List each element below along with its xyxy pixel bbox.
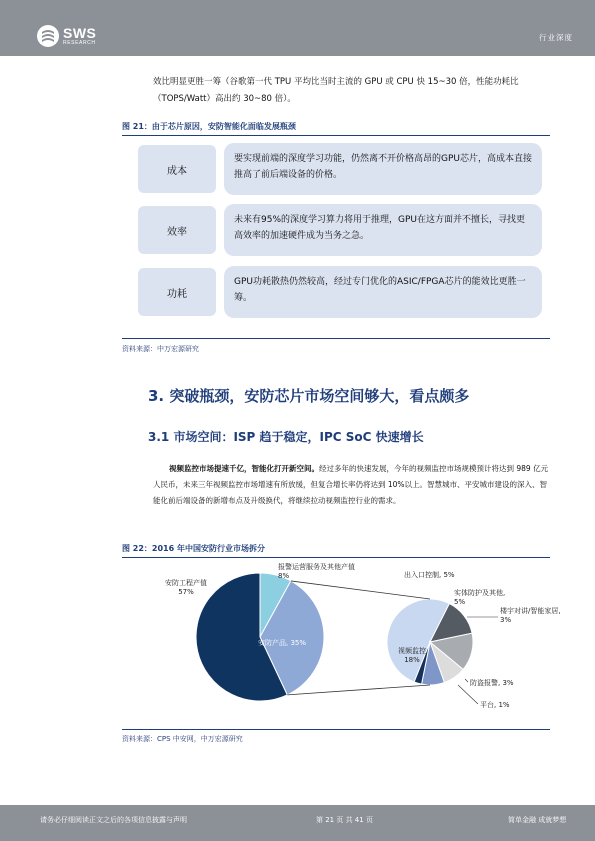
row-desc-efficiency: 未来有95%的深度学习算力将用于推理，GPU在这方面并不擅长，寻找更高效率的加速硬件成为当务之急。 (224, 204, 542, 256)
sub-pie (387, 599, 473, 685)
logo-subtext: RESEARCH (63, 40, 96, 46)
figure22-source: 资料来源：CPS 中安网，中万宏源研究 (122, 735, 243, 743)
main-pie (196, 573, 324, 701)
pie-connector-line (287, 685, 430, 695)
report-category: 行业深度 (539, 33, 573, 42)
section-number: 3. (148, 387, 165, 405)
sub-slice-label-physical: 实体防护及其他, 5% (454, 589, 506, 606)
market-paragraph (153, 461, 553, 509)
sub-slice-label-intercom: 楼宇对讲/智能家居, 3% (500, 607, 561, 624)
section-title: 突破瓶颈，安防芯片市场空间够大，看点颇多 (169, 387, 470, 405)
pie-connector-line (291, 581, 430, 599)
sws-logo (36, 24, 106, 48)
main-slice-label-service: 报警运营服务及其他产值 8% (278, 563, 355, 580)
subsection-number: 3.1 (148, 430, 170, 444)
logo-text: SWS (63, 25, 97, 41)
footer-page-number: 第 21 页 共 41 页 (316, 816, 373, 824)
footer-disclaimer: 请务必仔细阅读正文之后的各项信息披露与声明 (40, 816, 187, 824)
pie-of-pie-chart (122, 557, 561, 727)
row-label-cost: 成本 (138, 145, 216, 193)
figure21-bottom-rule (122, 338, 550, 339)
sub-slice-label-alarm: 防盗报警, 3% (470, 679, 514, 687)
row-desc-power: GPU功耗散热仍然较高，经过专门优化的ASIC/FPGA芯片的能效比更胜一筹。 (224, 266, 542, 318)
sub-slice-label-platform: 平台, 1% (480, 701, 510, 709)
label-leader-line (458, 685, 478, 704)
row-label-power: 功耗 (138, 268, 216, 316)
section-heading (148, 385, 469, 406)
sub-slice-label-video: 视频监控 18% (398, 647, 426, 664)
market-paragraph-lead: 视频监控市场提速千亿，智能化打开新空间。 (169, 464, 319, 473)
label-leader-line (465, 679, 468, 682)
row-desc-cost: 要实现前端的深度学习功能，仍然离不开价格高昂的GPU芯片，高成本直接推高了前后端设备的价格。 (224, 143, 542, 195)
figure22-title: 图 22：2016 年中国安防行业市场拆分 (122, 543, 550, 558)
figure22-bottom-rule (122, 729, 550, 730)
main-slice-label-engineering: 安防工程产值 57% (165, 579, 207, 596)
market-paragraph-body: 经过多年的快速发展，今年的视频监控市场规模预计将达到 989 亿元人民币，未来三年视频监控市场增速有所放缓，但复合增长率仍将达到 10%以上。智慧城市、平安城市建设的深入、智能化前后端设备的新增布点及升级换代，将继续拉动视频监控行业的需求。 (153, 464, 549, 505)
row-label-efficiency: 效率 (138, 206, 216, 254)
subsection-heading (148, 428, 424, 445)
figure21-title: 图 21：由于芯片原因，安防智能化面临发展瓶颈 (122, 121, 550, 136)
top-paragraph: 效比明显更胜一筹（谷歌第一代 TPU 平均比当时主流的 GPU 或 CPU 快 15~30 倍，性能功耗比（TOPS/Watt）高出约 30~80 倍）。 (153, 77, 519, 104)
sws-logo-icon (36, 24, 60, 48)
figure21-source: 资料来源：中万宏源研究 (122, 345, 199, 353)
subsection-title: 市场空间：ISP 趋于稳定，IPC SoC 快速增长 (173, 430, 424, 444)
main-slice-label-product: 安防产品, 35% (258, 639, 307, 647)
footer-slogan: 简单金融 成就梦想 (508, 816, 567, 824)
sub-slice-label-access: 出入口控制, 5% (404, 571, 455, 579)
